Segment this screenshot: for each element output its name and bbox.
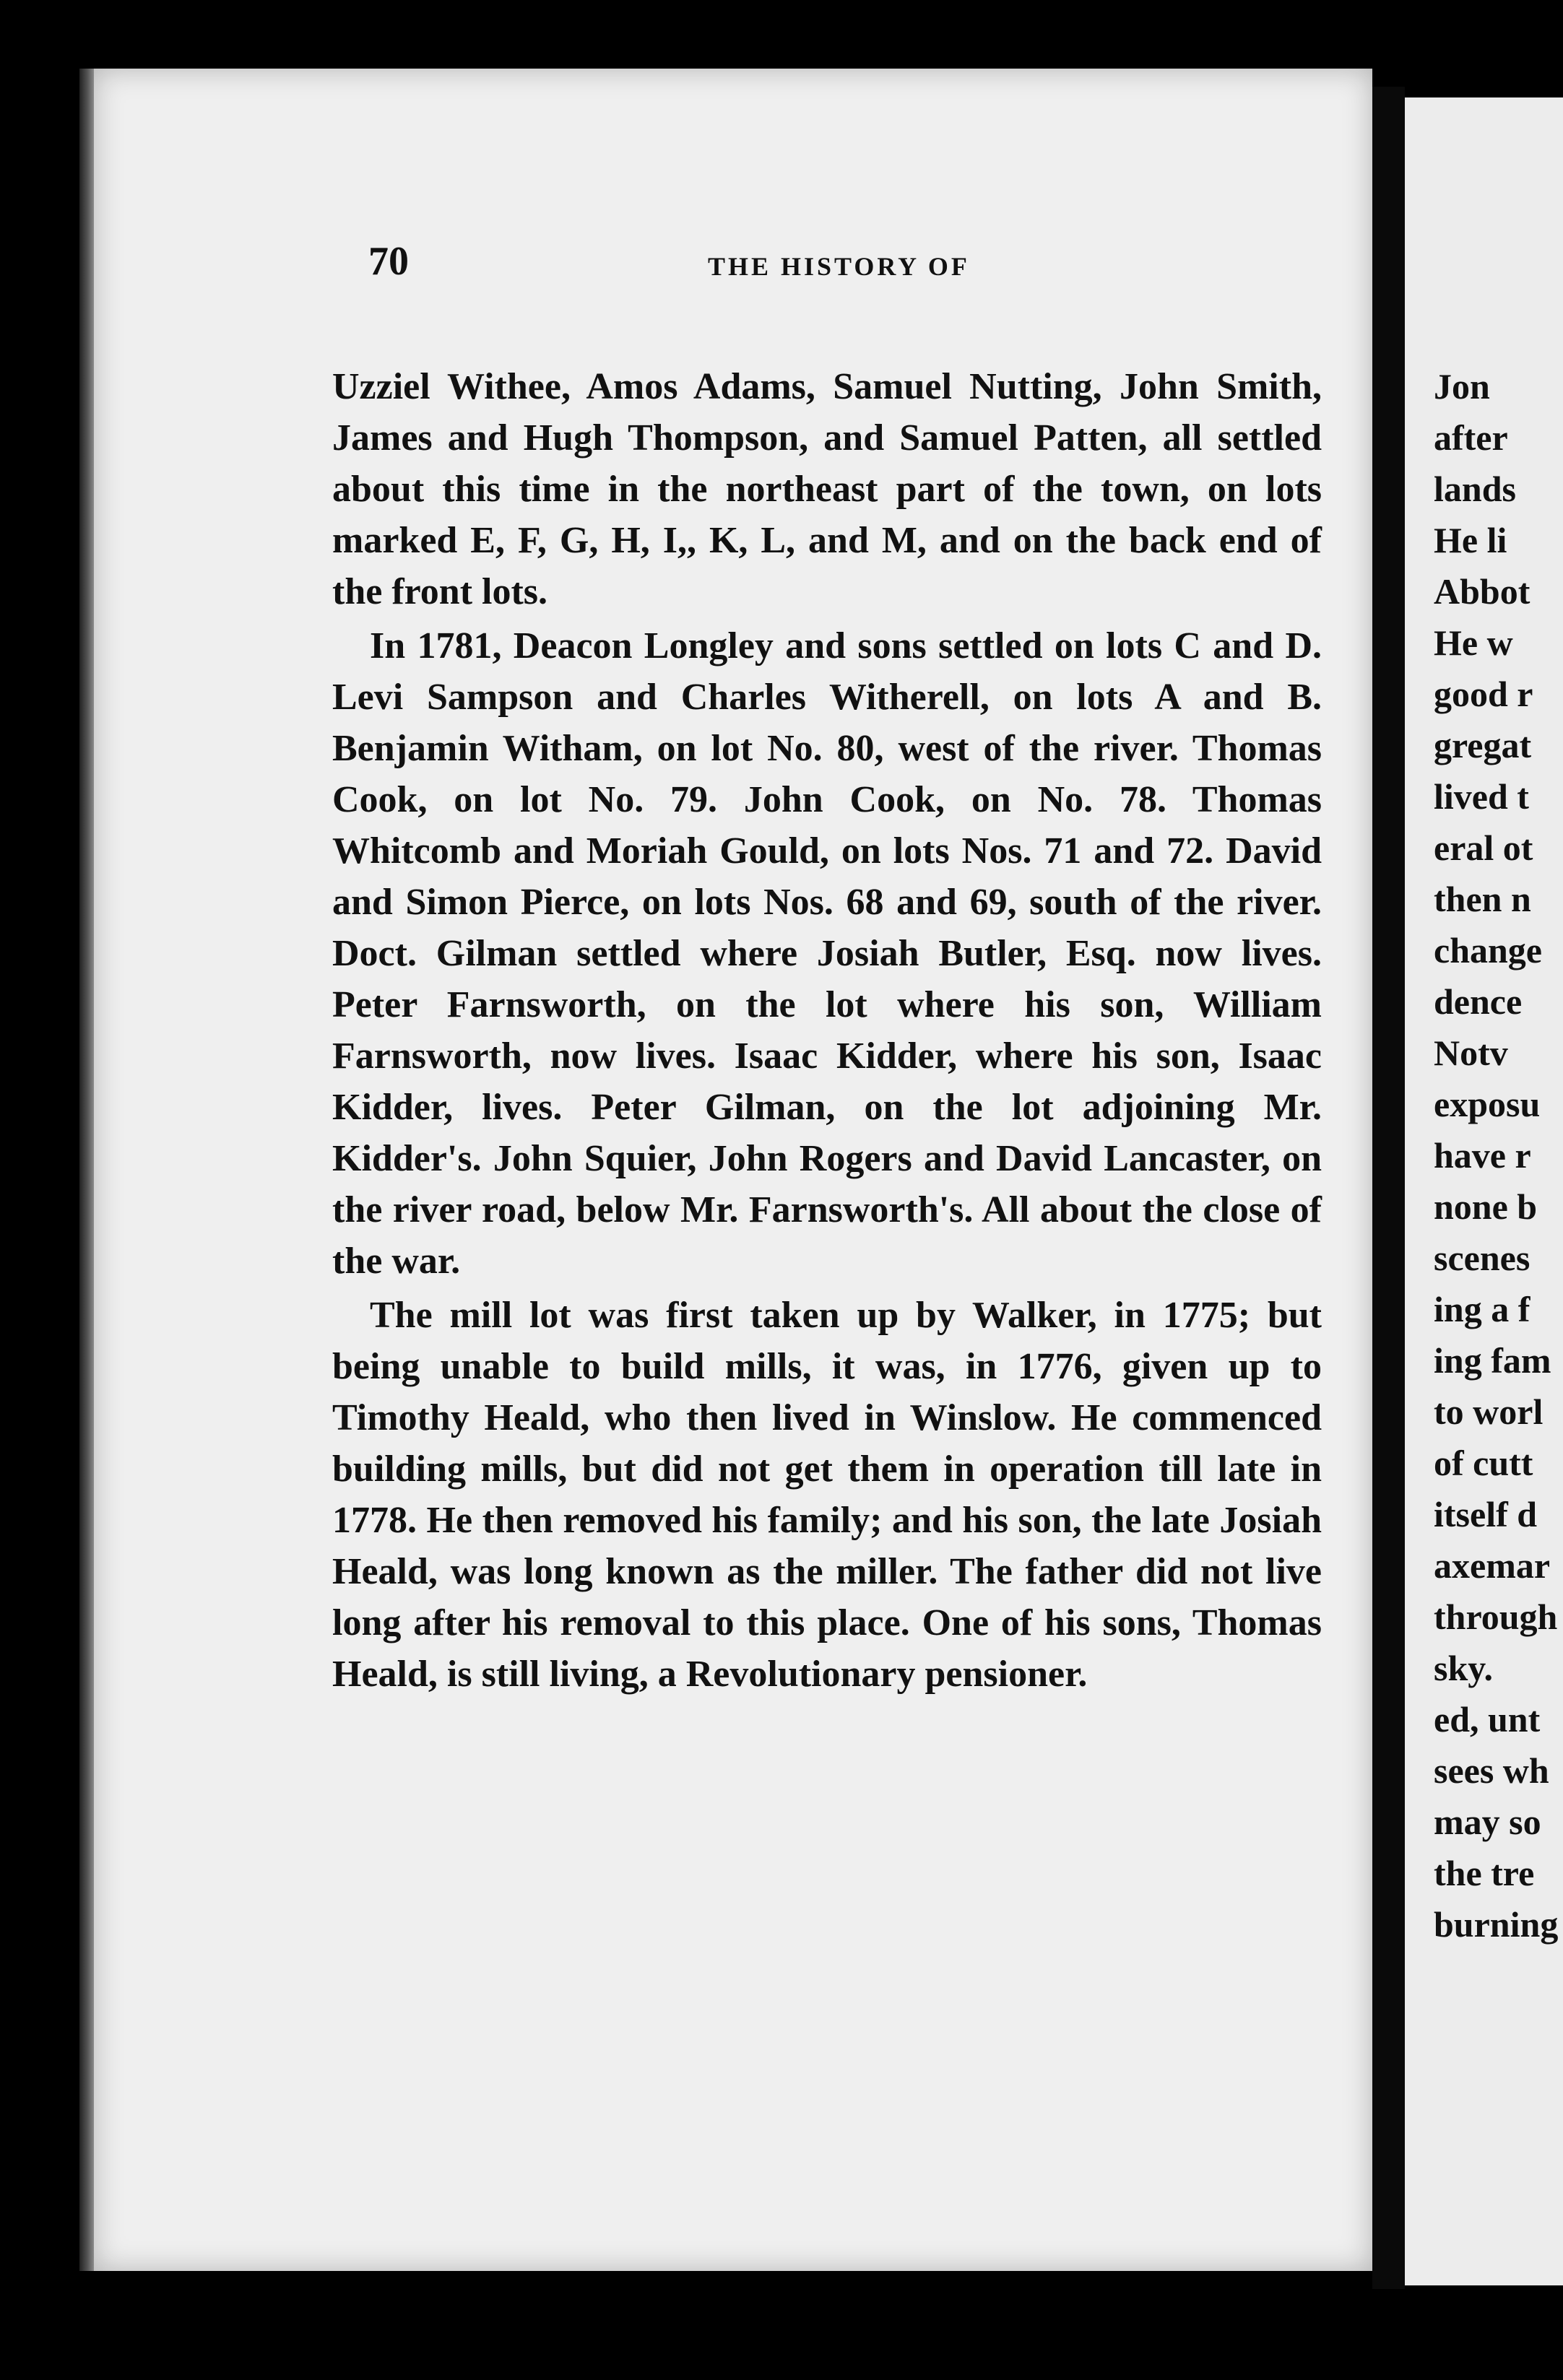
right-line: eral ot [1434,828,1533,868]
right-line: ing a f [1434,1289,1530,1329]
right-line: He w [1434,622,1513,663]
right-line: axemar [1434,1545,1551,1586]
body-text [332,361,1322,1703]
right-line: then n [1434,879,1531,919]
paragraph-settlers: Uzziel Withee, Amos Adams, Samuel Nutting, John Smith, James and Hugh Thompson, and Samuel Patten, all settled about this time in the northeast part of the town, on lots marked E, F, G, H, I,, K, L, and M, and on the back end of the front lots. [332,366,1322,612]
right-line: may so [1434,1802,1541,1842]
right-line: have r [1434,1135,1531,1176]
right-line: none b [1434,1186,1538,1227]
right-line: lands [1434,469,1516,509]
right-line: scenes [1434,1238,1530,1278]
right-line: burning [1434,1904,1559,1945]
right-line: of cutt [1434,1443,1533,1483]
running-title: THE HISTORY OF [708,252,970,281]
right-page-text-fragments [1434,361,1558,1950]
page-number: 70 [368,239,409,284]
right-line: dence [1434,981,1523,1022]
right-line: gregat [1434,725,1532,765]
right-line: Notv [1434,1033,1508,1073]
page-gutter [1372,87,1405,2289]
right-line: sees wh [1434,1750,1549,1791]
right-line: exposu [1434,1084,1541,1124]
right-line: after [1434,417,1508,458]
paragraph-1781-settlements: In 1781, Deacon Longley and sons settled on lots C and D. Levi Sampson and Charles Witherell, on lots A and B. Benjamin Witham, on lot No. 80, west of the river. Thomas Cook, on lot No. 79. John Cook, on No. 78. Thomas Whitcomb and Moriah Gould, on lots Nos. 71 and 72. David and Simon Pierce, on lots Nos. 68 and 69, south of the river. Doct. Gilman settled where Josiah Butler, Esq. now lives. Peter Farnsworth, on the lot where his son, William Farnsworth, now lives. Isaac Kidder, where his son, Isaac Kidder, lives. Peter Gilman, on the lot adjoining Mr. Kidder's. John Squier, John Rogers and David Lancaster, on the river road, below Mr. Farnsworth's. All about the close of the war. [332,625,1322,1282]
right-line: the tre [1434,1853,1535,1893]
right-line: good r [1434,674,1533,714]
right-line: itself d [1434,1494,1538,1534]
right-line: to worl [1434,1391,1543,1432]
right-line: ed, unt [1434,1699,1541,1740]
paragraph-mill-lot: The mill lot was first taken up by Walker, in 1775; but being unable to build mills, it was, in 1776, given up to Timothy Heald, who then lived in Winslow. He commenced building mills, but did not get them in operation till late in 1778. He then removed his family; and his son, the late Josiah Heald, was long known as the miller. The father did not live long after his removal to this place. One of his sons, Thomas Heald, is still living, a Revolutionary pensioner. [332,1295,1322,1695]
running-head [274,238,1329,296]
right-line: Jon [1434,366,1490,407]
right-line: through [1434,1597,1558,1637]
right-line: lived t [1434,776,1529,817]
right-line: Abbot [1434,571,1530,612]
right-line: sky. [1434,1648,1494,1688]
right-line: ing fam [1434,1340,1551,1381]
right-line: He li [1434,520,1507,560]
right-line: change [1434,930,1542,970]
